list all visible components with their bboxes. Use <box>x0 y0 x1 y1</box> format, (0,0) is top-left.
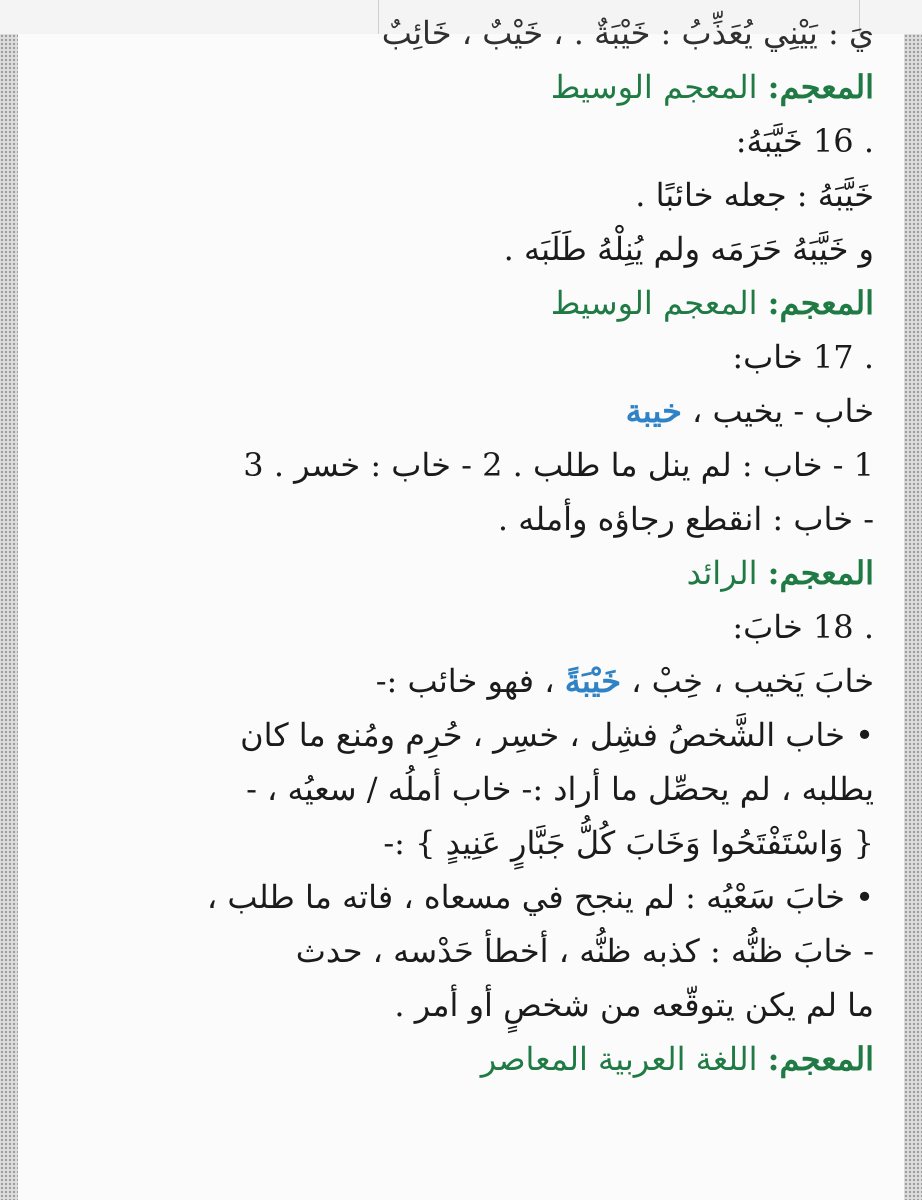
dictionary-source-key: المعجم: <box>767 1040 874 1078</box>
entry-line: ما لم يكن يتوقّعه من شخصٍ أو أمر . <box>394 986 874 1024</box>
entry-forms-text: ، فهو خائب :- <box>375 662 555 700</box>
dictionary-source-name: المعجم الوسيط <box>550 284 758 322</box>
entry-line: - خابَ ظنُّه : كذبه ظنُّه ، أخطأ حَدْسه ، حدث <box>295 932 874 970</box>
highlighted-word[interactable]: خيبة <box>625 392 682 430</box>
entry-line: 1 - خاب : لم ينل ما طلب . 2 - خاب : خسر . 3 <box>243 446 874 484</box>
dictionary-source-key: المعجم: <box>767 284 874 322</box>
dictionary-source <box>48 60 874 114</box>
entry-line: خَيَّبَهُ : جعله خائبًا . <box>635 176 874 214</box>
entry-heading <box>48 600 874 654</box>
entry-headword: خاب: <box>732 338 803 376</box>
entry-heading <box>48 114 874 168</box>
dictionary-source-name: اللغة العربية المعاصر <box>480 1040 758 1078</box>
entry-headword: خَيَّبَهُ: <box>735 122 803 160</box>
dictionary-source <box>48 546 874 600</box>
left-scroll-gutter <box>0 34 18 1200</box>
dictionary-page[interactable] <box>18 14 904 1200</box>
clipped-text-line: يَ : يَيْنِي يُعَذِّبُ : خَيْبَةٌ . ، خَيْبٌ ، خَائِبٌ <box>381 14 874 52</box>
entry-headword: خابَ: <box>732 608 803 646</box>
entry-line: { وَاسْتَفْتَحُوا وَخَابَ كُلُّ جَبَّارٍ عَنِيدٍ } :- <box>383 824 874 862</box>
dictionary-source-name: الرائد <box>686 554 758 592</box>
entry-heading <box>48 330 874 384</box>
entry-forms <box>48 384 874 438</box>
entry-forms-text: خاب - يخيب ، <box>692 392 874 430</box>
entry-forms <box>48 654 874 708</box>
dictionary-source-name: المعجم الوسيط <box>550 68 758 106</box>
dictionary-source <box>48 276 874 330</box>
entry-number: 17 . <box>812 338 874 376</box>
entry-line: يطلبه ، لم يحصِّل ما أراد :- خاب أملُه / سعيُه ، - <box>246 770 874 808</box>
dictionary-source-key: المعجم: <box>767 68 874 106</box>
dictionary-source-key: المعجم: <box>767 554 874 592</box>
entry-number: 16 . <box>812 122 874 160</box>
dictionary-content <box>48 6 874 1086</box>
entry-line: • خابَ سَعْيُه : لم ينجح في مسعاه ، فاته ما طلب ، <box>206 878 874 916</box>
entry-line: - خاب : انقطع رجاؤه وأمله . <box>497 500 874 538</box>
highlighted-word[interactable]: خَيْبَةً <box>564 662 621 700</box>
right-scroll-gutter[interactable] <box>904 34 922 1200</box>
entry-line: و خَيَّبَهُ حَرَمَه ولم يُنِلْهُ طَلَبَه . <box>503 230 874 268</box>
entry-line: • خاب الشَّخصُ فشِل ، خسِر ، حُرِم ومُنع ما كان <box>240 716 874 754</box>
dictionary-source <box>48 1032 874 1086</box>
entry-forms-text: خابَ يَخيب ، خِبْ ، <box>631 662 874 700</box>
entry-number: 18 . <box>812 608 874 646</box>
